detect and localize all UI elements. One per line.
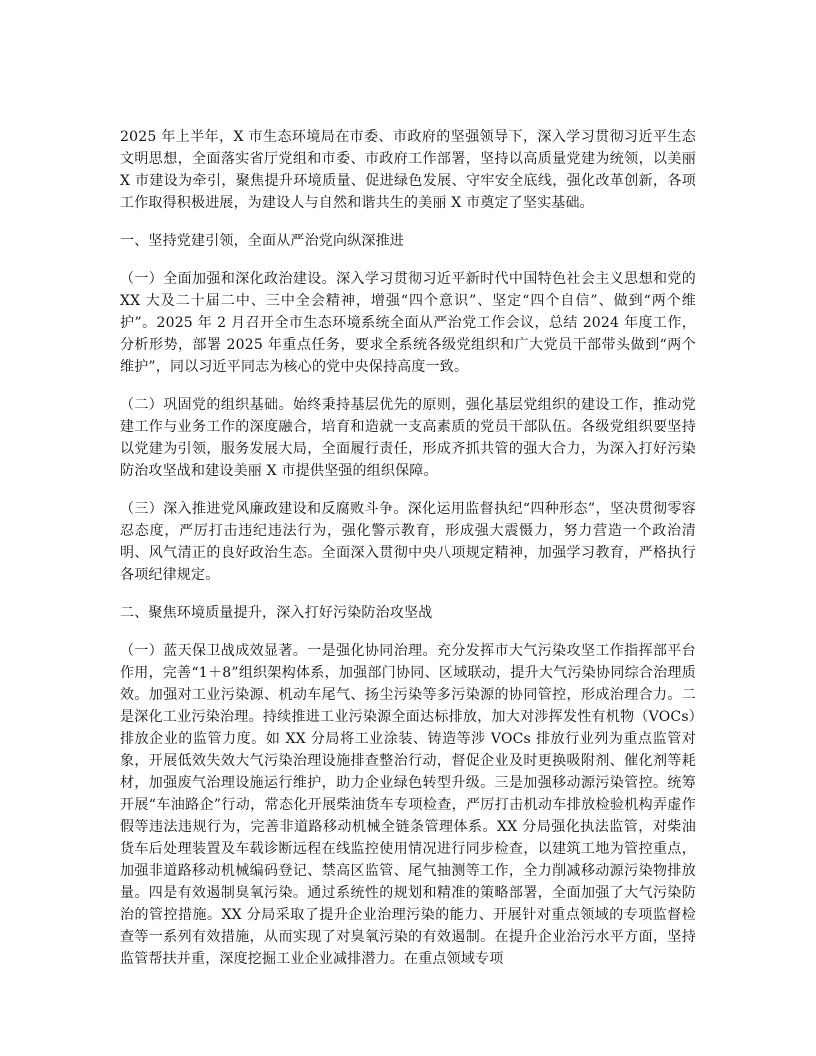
- section-2-paragraph-1: （一）蓝天保卫战成效显著。一是强化协同治理。充分发挥市大气污染攻坚工作指挥部平台作用，完善“1＋8”组织架构体系，加强部门协同、区域联动，提升大气污染协同综合治理质效。加强对工业污染源、机动车尾气、扬尘污染等多污染源的协同管控，形成治理合力。二是深化工业污染治理。持续推进工业污染源全面达标排放，加大对涉挥发性有机物（VOCs）排放企业的监管力度。如 XX 分局将工业涂装、铸造等涉 VOCs 排放行业列为重点监管对象，开展低效失效大气污染治理设施排查整治行动，督促企业及时更换吸附剂、催化剂等耗材，加强废气治理设施运行维护，助力企业绿色转型升级。三是加强移动源污染管控。统筹开展“车油路企”行动，常态化开展柴油货车专项检查，严厉打击机动车排放检验机构弄虚作假等违法违规行为，完善非道路移动机械全链条管理体系。XX 分局强化执法监管，对柴油货车后处理装置及车载诊断远程在线监控使用情况进行同步检查，以建筑工地为管控重点，加强非道路移动机械编码登记、禁高区监管、尾气抽测等工作，全力削减移动源污染物排放量。四是有效遏制臭氧污染。通过系统性的规划和精准的策略部署，全面加强了大气污染防治的管控措施。XX 分局采取了提升企业治理污染的能力、开展针对重点领域的专项监督检查等一系列有效措施，从而实现了对臭氧污染的有效遏制。在提升企业治污水平方面，坚持监管帮扶并重，深度挖掘工业企业减排潜力。在重点领域专项: [120, 643, 696, 967]
- intro-paragraph: 2025 年上半年，X 市生态环境局在市委、市政府的坚强领导下，深入学习贯彻习近平生态文明思想，全面落实省厅党组和市委、市政府工作部署，坚持以高质量党建为统领，以美丽 X 市建设为牵引，聚焦提升环境质量、促进绿色发展、守牢安全底线，强化改革创新，各项工作取得积极进展，为建设人与自然和谐共生的美丽 X 市奠定了坚实基础。: [120, 129, 696, 211]
- section-1-paragraph-3: （三）深入推进党风廉政建设和反腐败斗争。深化运用监督执纪“四种形态”，坚决贯彻零容忍态度，严厉打击违纪违法行为，强化警示教育，形成强大震慑力，努力营造一个政治清明、风气清正的良好政治生态。全面深入贯彻中央八项规定精神，加强学习教育，严格执行各项纪律规定。: [120, 501, 696, 583]
- section-1-heading: 一、坚持党建引领，全面从严治党向纵深推进: [120, 233, 404, 249]
- document-page: [120, 126, 696, 986]
- section-1-paragraph-2: （二）巩固党的组织基础。始终秉持基层优先的原则，强化基层党组织的建设工作，推动党建工作与业务工作的深度融合，培育和造就一支高素质的党员干部队伍。各级党组织要坚持以党建为引领，服务发展大局，全面履行责任，形成齐抓共管的强大合力，为深入打好污染防治攻坚战和建设美丽 X 市提供坚强的组织保障。: [120, 397, 696, 479]
- section-1-paragraph-1: （一）全面加强和深化政治建设。深入学习贯彻习近平新时代中国特色社会主义思想和党的 XX 大及二十届二中、三中全会精神，增强“四个意识”、坚定“四个自信”、做到“两个维护”。2025 年 2 月召开全市生态环境系统全面从严治党工作会议，总结 2024 年度工作，分析形势，部署 2025 年重点任务，要求全系统各级党组织和广大党员干部带头做到“两个维护”，同以习近平同志为核心的党中央保持高度一致。: [120, 271, 696, 375]
- section-2-heading: 二、聚焦环境质量提升，深入打好污染防治攻坚战: [120, 605, 433, 621]
